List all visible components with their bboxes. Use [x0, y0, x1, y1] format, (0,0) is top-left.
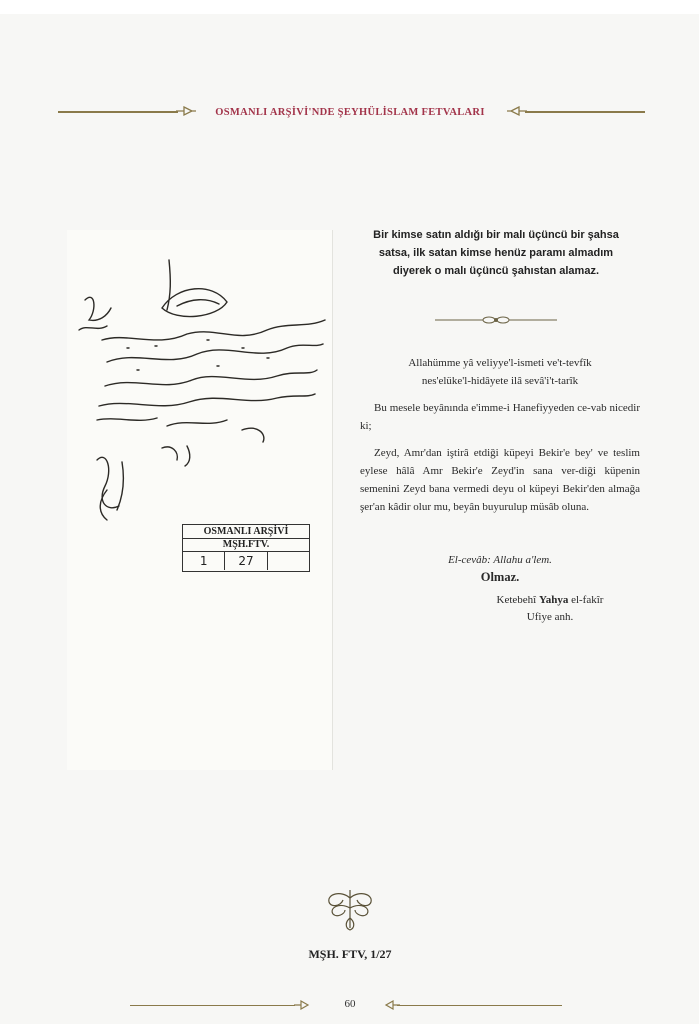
stamp-collection: MŞH.FTV. — [183, 538, 309, 552]
signature-prefix: Ketebehî — [496, 594, 537, 606]
stamp-cell-2: 27 — [225, 552, 267, 570]
page-number: 60 — [344, 998, 356, 1010]
header-ornament-right-icon — [507, 105, 527, 117]
page — [0, 14, 699, 1024]
header-title: OSMANLI ARŞİVİ'NDE ŞEYHÜLİSLAM FETVALARI — [215, 107, 485, 118]
header-rule-left — [58, 111, 178, 113]
manuscript-handwriting-icon — [67, 230, 332, 770]
footer-ornament-left-icon — [294, 1000, 312, 1010]
footer-rule-right — [397, 1005, 562, 1006]
manuscript-image — [67, 230, 333, 770]
signature-suffix: el-fakîr — [571, 594, 604, 606]
divider-ornament-icon — [433, 314, 559, 326]
footer-rule-left — [130, 1005, 295, 1006]
stamp-archive-name: OSMANLI ARŞİVİ — [203, 526, 289, 537]
signature-line-1 — [470, 591, 630, 609]
invocation-line-1: Allahümme yâ veliyye'l-ismeti ve't-tevfîk — [408, 357, 592, 369]
fatwa-summary: Bir kimse satın aldığı bir malı üçüncü bir şahsa satsa, ilk satan kimse henüz paramı almadım diyerek o malı üçüncü şahıstan alamaz. — [373, 229, 619, 277]
signature-line-2: Ufiye anh. — [526, 611, 574, 623]
fatwa-intro: Bu mesele beyânında e'imme-i Hanefiyyeden ce-vab nicedir ki; — [360, 402, 640, 432]
fatwa-question: Zeyd, Amr'dan iştirâ etdiği küpeyi Bekir'e bey' ve teslim eylese hâlâ Amr Bekir'e Zeyd'in sana ver-diği küpenin semenini Zeyd bana vermedi deyu ol küpeyi Bekir'den almağa şer'an kâdir olur mu, beyân buyurulup müsâb oluna. — [360, 447, 640, 513]
stamp-cells — [183, 552, 309, 570]
invocation-line-2: nes'elüke'l-hidâyete ilâ sevâ'i't-tarîk — [421, 375, 579, 387]
stamp-cell-1: 1 — [183, 552, 225, 570]
answer-intro: El-cevâb: Allahu a'lem. — [448, 554, 552, 566]
archive-citation: MŞH. FTV, 1/27 — [308, 947, 392, 961]
bottom-ornament-icon — [323, 888, 377, 932]
signature-name: Yahya — [538, 594, 569, 606]
header-rule-right — [525, 111, 645, 113]
archive-stamp — [182, 524, 310, 572]
stamp-cell-3 — [268, 552, 309, 570]
fatwa-answer: Olmaz. — [480, 570, 520, 584]
